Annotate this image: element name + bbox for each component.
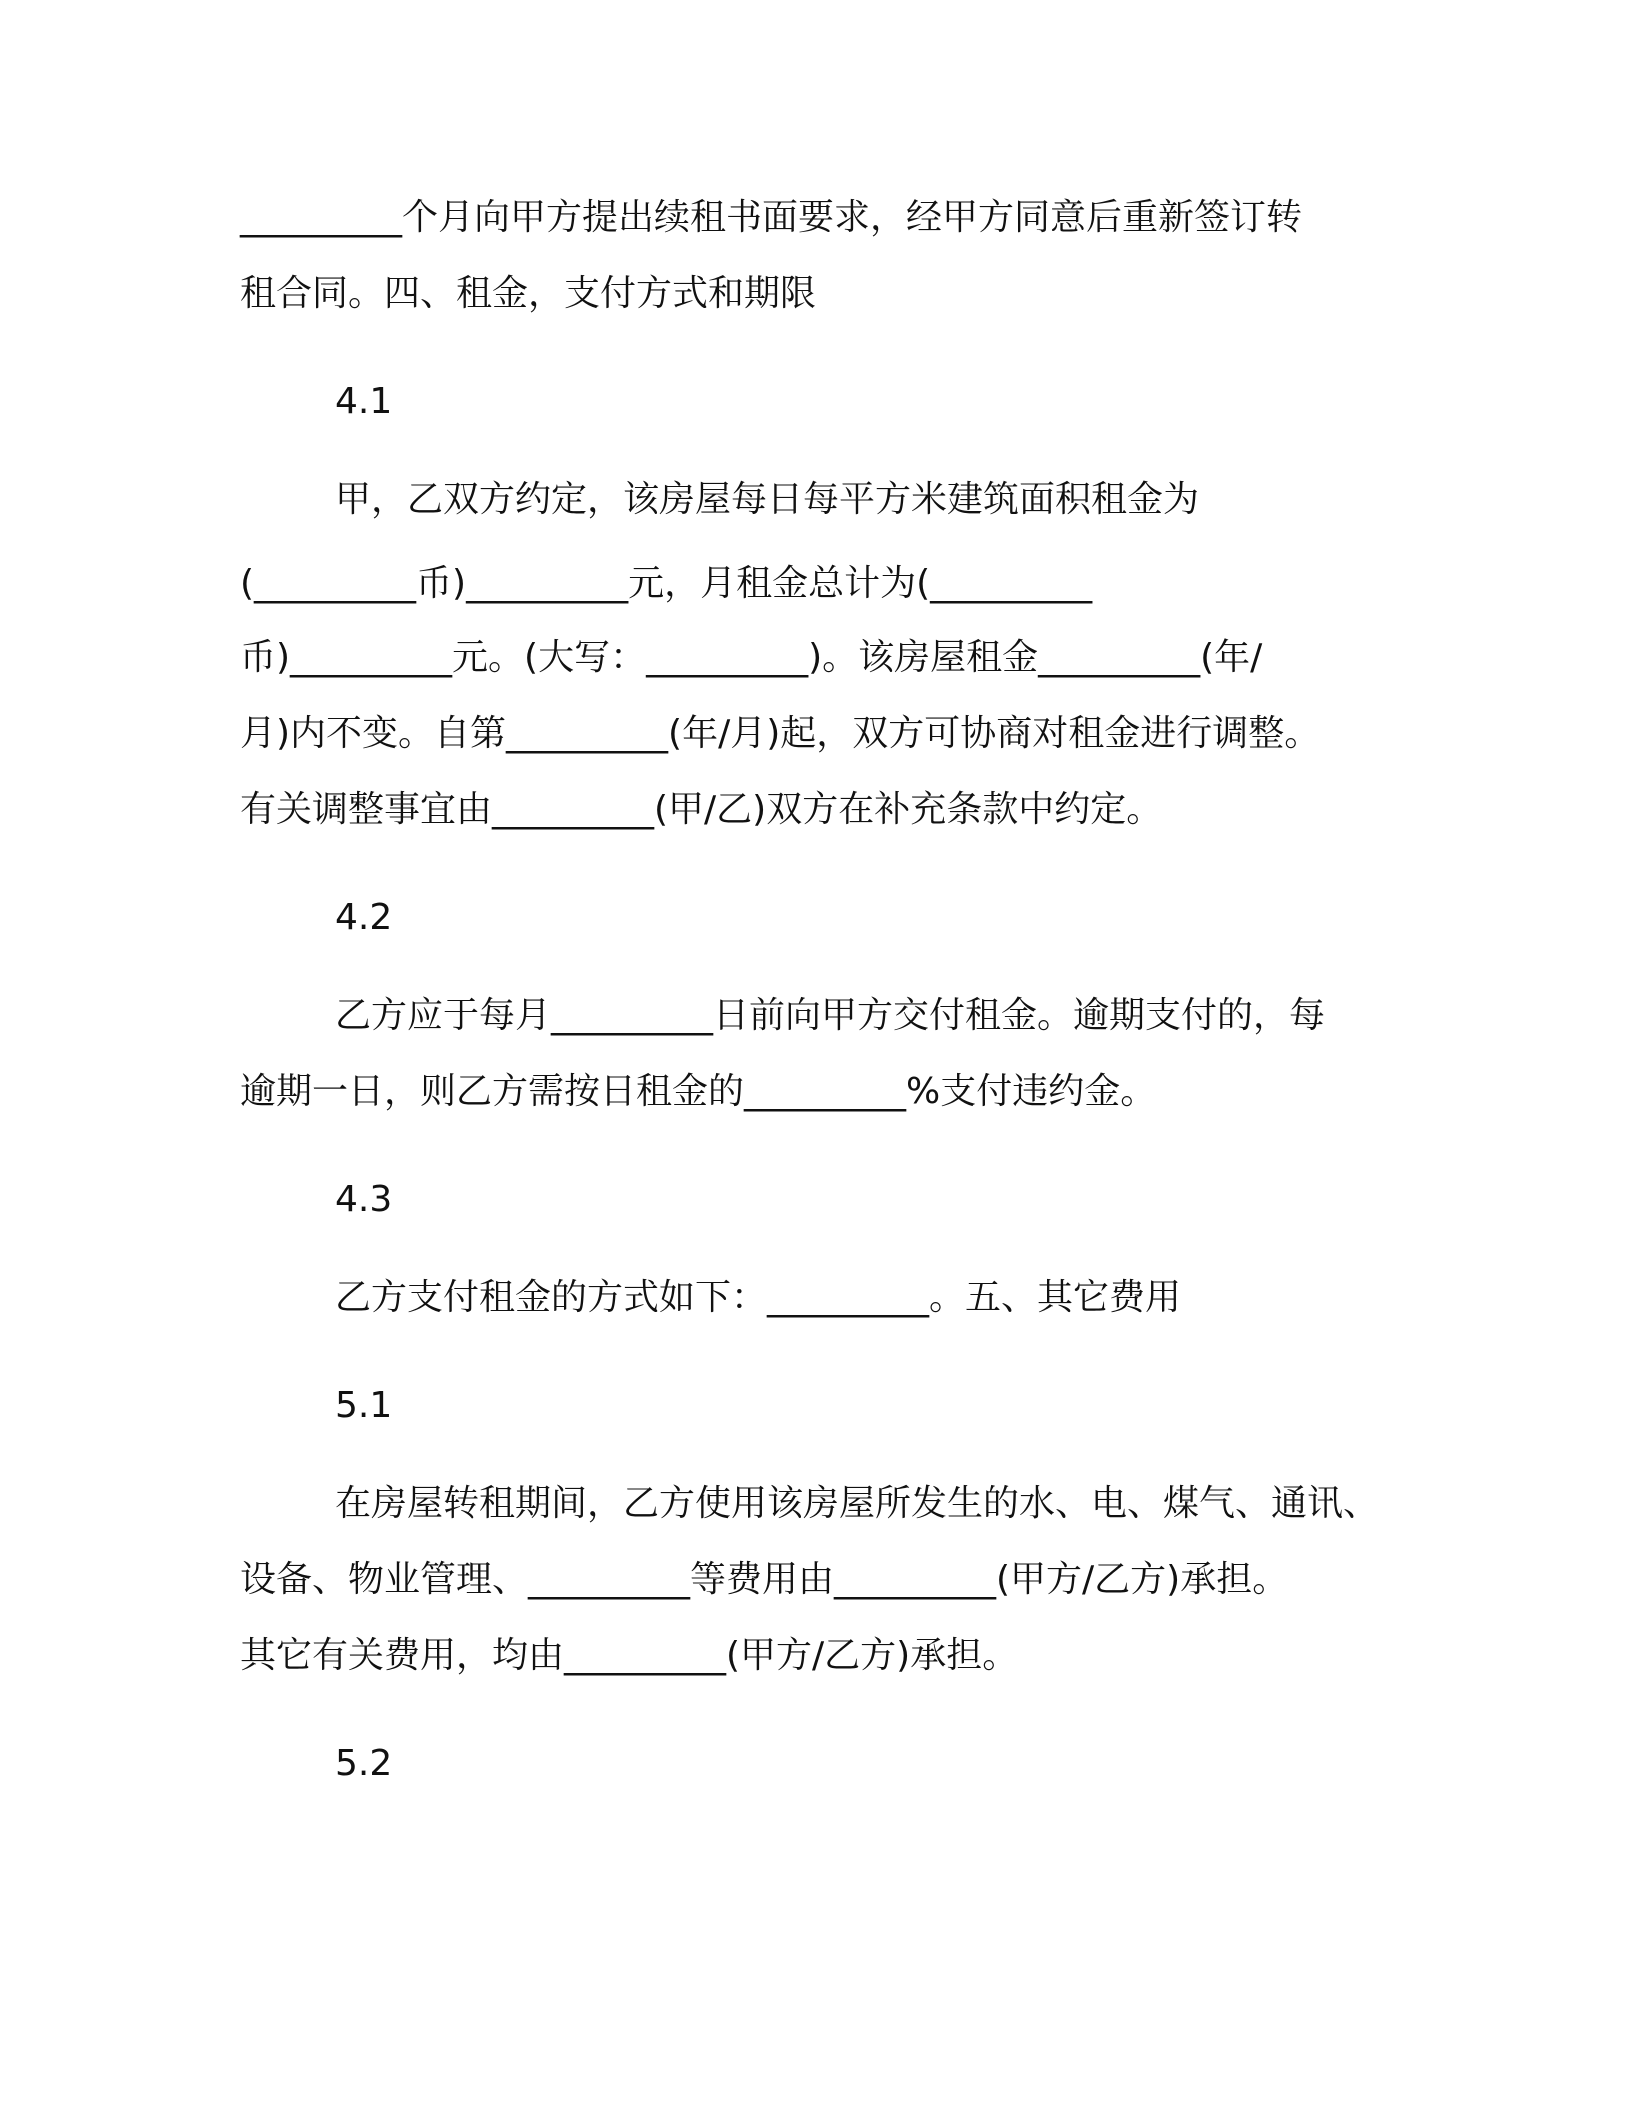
text-line: (_________币)_________元，月租金总计为(_________ <box>240 563 1093 604</box>
section-number: 4.1 <box>335 381 393 422</box>
text-line: 其它有关费用，均由_________(甲方/乙方)承担。 <box>240 1635 1019 1676</box>
text-line: 月)内不变。自第_________(年/月)起，双方可协商对租金进行调整。 <box>240 713 1321 754</box>
text-line: 有关调整事宜由_________(甲/乙)双方在补充条款中约定。 <box>240 789 1163 830</box>
section-number: 4.2 <box>335 897 393 938</box>
section-number: 5.1 <box>335 1385 393 1426</box>
text-line: 逾期一日，则乙方需按日租金的_________%支付违约金。 <box>240 1071 1157 1112</box>
section-number: 4.3 <box>335 1179 393 1220</box>
text-line: 租合同。四、租金，支付方式和期限 <box>240 273 817 314</box>
text-line: 设备、物业管理、_________等费用由_________(甲方/乙方)承担。 <box>240 1559 1289 1600</box>
text-line: _________个月向甲方提出续租书面要求，经甲方同意后重新签订转 <box>240 197 1303 238</box>
text-line: 币)_________元。(大写：_________)。该房屋租金_________(年/ <box>240 637 1263 678</box>
text-line: 在房屋转租期间，乙方使用该房屋所发生的水、电、煤气、通讯、 <box>335 1483 1380 1524</box>
text-line: 乙方支付租金的方式如下：_________。五、其它费用 <box>335 1277 1182 1318</box>
text-line: 乙方应于每月_________日前向甲方交付租金。逾期支付的，每 <box>335 995 1326 1036</box>
text-line: 甲，乙双方约定，该房屋每日每平方米建筑面积租金为 <box>335 479 1200 520</box>
section-number: 5.2 <box>335 1743 393 1784</box>
